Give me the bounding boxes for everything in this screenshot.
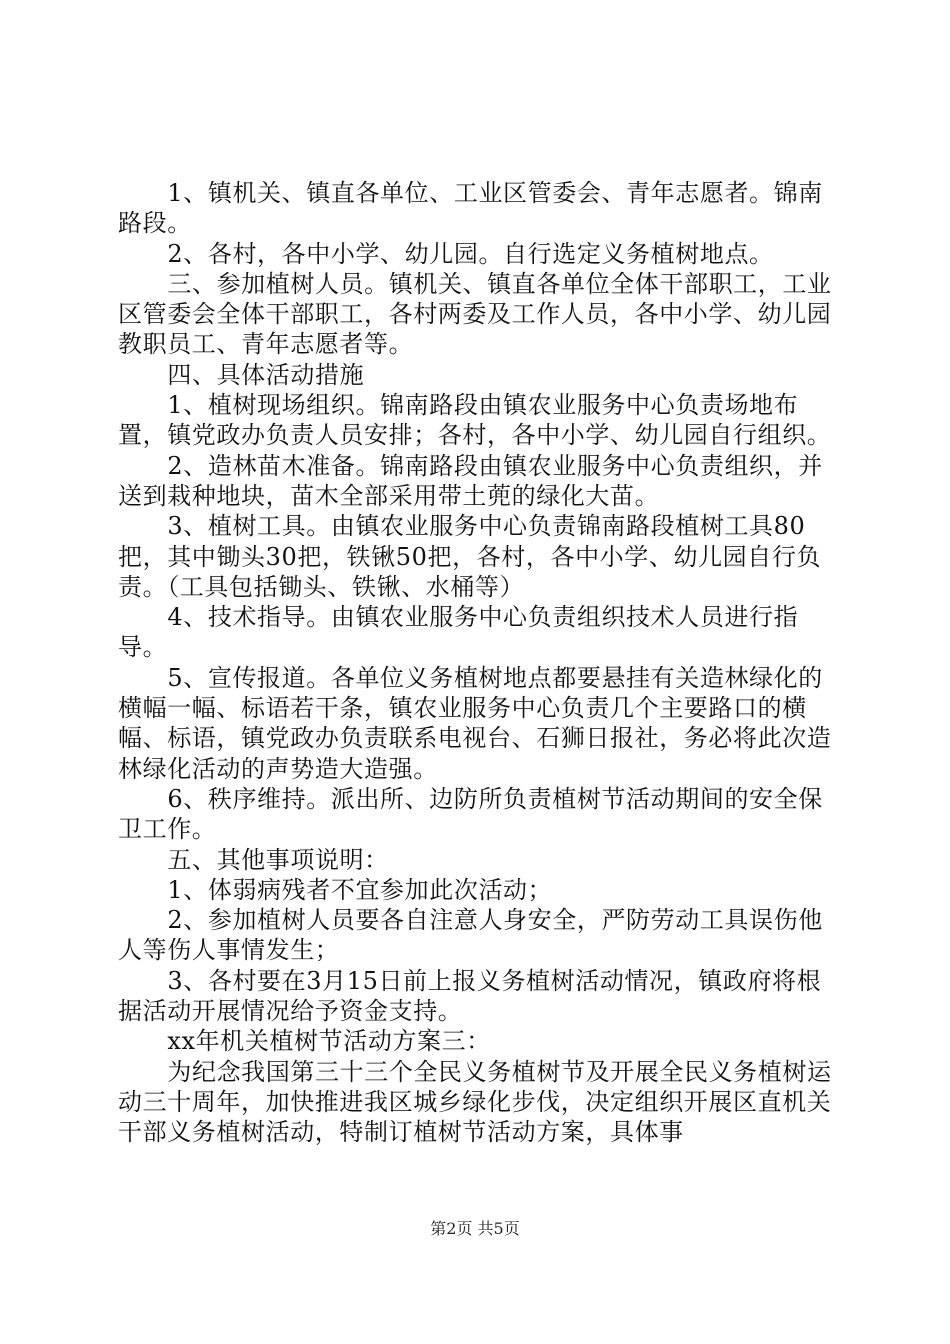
paragraph-1: 1、镇机关、镇直各单位、工业区管委会、青年志愿者。锦南路段。: [118, 179, 823, 238]
paragraph-10: 6、秩序维持。派出所、边防所负责植树节活动期间的安全保卫工作。: [118, 784, 823, 844]
paragraph-5: 1、植树现场组织。锦南路段由镇农业服务中心负责场地布置，镇党政办负责人员安排；各村，各中小学、幼儿园自行组织。: [118, 391, 832, 450]
paragraph-6: 2、造林苗木准备。锦南路段由镇农业服务中心负责组织，并送到栽种地块，苗木全部采用带土蔸的绿化大苗。: [118, 451, 823, 510]
document-body: [118, 178, 838, 1148]
section-heading-5: 五、其他事项说明：: [118, 845, 389, 874]
paragraph-14: 3、各村要在3月15日前上报义务植树活动情况，镇政府将根据活动开展情况给予资金支持。: [118, 966, 822, 1026]
paragraph-2: 2、各村，各中小学、幼儿园。自行选定义务植树地点。: [118, 239, 774, 268]
paragraph-8: 4、技术指导。由镇农业服务中心负责组织技术人员进行指导。: [118, 603, 799, 662]
paragraph-7: 3、植树工具。由镇农业服务中心负责锦南路段植树工具80把，其中锄头30把，铁锹50把，各村，各中小学、幼儿园自行负责。（工具包括锄头、铁锹、水桶等）: [118, 512, 822, 601]
section-heading-4: 四、具体活动措施: [118, 360, 365, 389]
page-number-footer: 第2页 共5页: [430, 1219, 520, 1238]
paragraph-16: 为纪念我国第三十三个全民义务植树节及开展全民义务植树运动三十周年，加快推进我区城乡绿化步伐，决定组织开展区直机关干部义务植树活动，特制订植树节活动方案，具体事: [118, 1057, 832, 1147]
paragraph-13: 2、参加植树人员要各自注意人身安全，严防劳动工具误伤他人等伤人事情发生；: [118, 906, 823, 965]
paragraph-9: 5、宣传报道。各单位义务植树地点都要悬挂有关造林绿化的横幅一幅、标语若干条，镇农业服务中心负责几个主要路口的横幅、标语，镇党政办负责联系电视台、石狮日报社，务必将此次造林绿化活动的声势造大造强。: [118, 663, 832, 783]
paragraph-3: 三、参加植树人员。镇机关、镇直各单位全体干部职工，工业区管委会全体干部职工，各村两委及工作人员，各中小学、幼儿园教职员工、青年志愿者等。: [118, 269, 832, 359]
paragraph-12: 1、体弱病残者不宜参加此次活动；: [118, 875, 553, 904]
plan-title-3: xx年机关植树节活动方案三：: [118, 1027, 491, 1056]
